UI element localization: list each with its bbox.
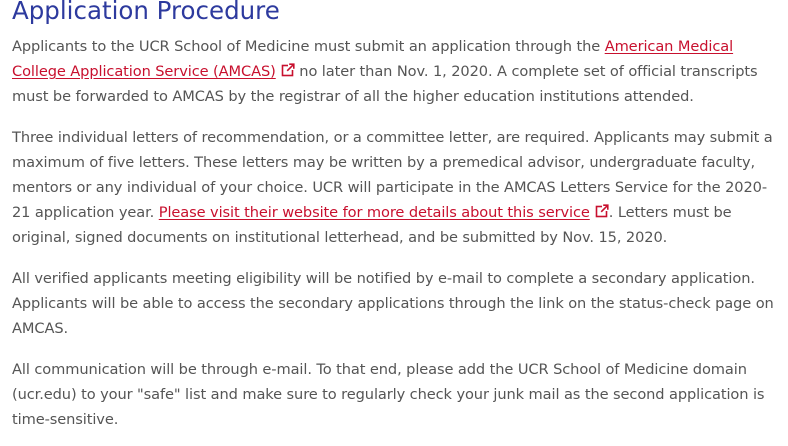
paragraph-letters-of-recommendation — [12, 125, 784, 250]
letters-service-link[interactable] — [159, 204, 609, 221]
page-heading: Application Procedure — [12, 0, 280, 25]
paragraph-text: no later than Nov. 1, 2020. A complete set of official transcripts must be forwarded to AMCAS by the registrar of all the higher education institutions attended. — [12, 63, 758, 105]
paragraph-amcas-application — [12, 34, 784, 109]
external-link-icon — [281, 63, 295, 77]
paragraph-communication: All communication will be through e-mail. To that end, please add the UCR School of Medicine domain (ucr.edu) to your "safe" list and make sure to regularly check your junk mail as the second application is time-sensitive. — [12, 361, 765, 428]
article-content — [12, 0, 784, 432]
external-link-icon — [595, 204, 609, 218]
amcas-link-label: American Medical College Application Service (AMCAS) — [12, 38, 734, 80]
letters-service-link-label: Please visit their website for more details about this service — [158, 204, 590, 221]
paragraph-secondary-application: All verified applicants meeting eligibility will be notified by e-mail to complete a secondary application. Applicants will be able to access the secondary applications through the link on the status-check page on AMCAS. — [12, 270, 774, 337]
paragraph-text: Applicants to the UCR School of Medicine must submit an application through the — [12, 38, 605, 55]
paragraph-text: . Letters must be original, signed documents on institutional letterhead, and be submitted by Nov. 15, 2020. — [12, 204, 732, 246]
paragraph-text: Three individual letters of recommendation, or a committee letter, are required. Applicants may submit a maximum of five letters. These letters may be written by a premedical advisor, undergraduate faculty, mentors or any individual of your choice. UCR will participate in the AMCAS Letters Service for the 2020-21 application year. — [12, 129, 773, 221]
